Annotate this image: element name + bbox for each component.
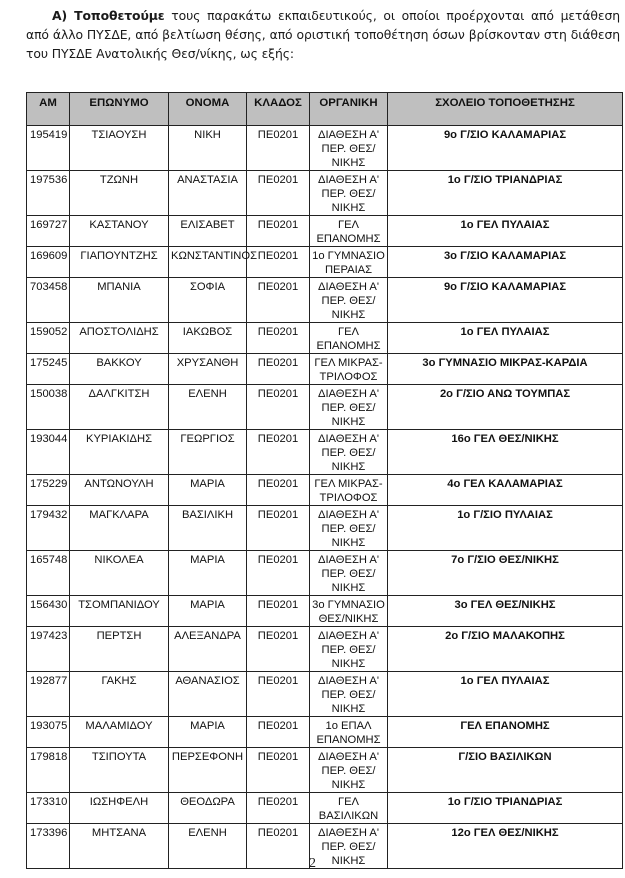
am-cell: 173396 [27, 824, 70, 869]
organic-cell: ΔΙΑΘΕΣΗ Α' ΠΕΡ. ΘΕΣ/ΝΙΚΗΣ [310, 171, 388, 216]
table-header-row [27, 93, 623, 126]
surname-cell: ΜΠΑΝΙΑ [70, 278, 169, 323]
name-cell: ΕΛΕΝΗ [169, 385, 247, 430]
surname-cell: ΜΑΛΑΜΙΔΟΥ [70, 717, 169, 748]
table-row [27, 672, 623, 717]
am-cell: 156430 [27, 596, 70, 627]
branch-cell: ΠΕ0201 [247, 672, 310, 717]
school-cell: 1ο Γ/ΣΙΟ ΤΡΙΑΝΔΡΙΑΣ [388, 793, 623, 824]
surname-cell: ΑΠΟΣΤΟΛΙΔΗΣ [70, 323, 169, 354]
intro-text: τους παρακάτω εκπαιδευτικούς, οι οποίοι προέρχονται από μετάθεση από άλλο ΠΥΣΔΕ, από βελτίωση θέσης, από οριστική τοποθέτηση όσων βρίσκονταν στη διάθεση του ΠΥΣΔΕ Ανατολικής Θεσ/νίκης, ως εξής: [26, 8, 620, 61]
name-cell: ΙΑΚΩΒΟΣ [169, 323, 247, 354]
page-number: 2 [309, 856, 316, 871]
school-cell: 4ο ΓΕΛ ΚΑΛΑΜΑΡΙΑΣ [388, 475, 623, 506]
name-cell: ΑΛΕΞΑΝΔΡΑ [169, 627, 247, 672]
header-am: ΑΜ [27, 93, 70, 126]
school-cell: 2ο Γ/ΣΙΟ ΜΑΛΑΚΟΠΗΣ [388, 627, 623, 672]
branch-cell: ΠΕ0201 [247, 171, 310, 216]
am-cell: 193044 [27, 430, 70, 475]
table-row [27, 793, 623, 824]
am-cell: 173310 [27, 793, 70, 824]
branch-cell: ΠΕ0201 [247, 793, 310, 824]
organic-cell: ΓΕΛ ΜΙΚΡΑΣ-ΤΡΙΛΟΦΟΣ [310, 354, 388, 385]
school-cell: 1ο ΓΕΛ ΠΥΛΑΙΑΣ [388, 323, 623, 354]
name-cell: ΠΕΡΣΕΦΟΝΗ [169, 748, 247, 793]
school-cell: 1ο ΓΕΛ ΠΥΛΑΙΑΣ [388, 216, 623, 247]
table-row [27, 627, 623, 672]
am-cell: 195419 [27, 126, 70, 171]
table-row [27, 475, 623, 506]
am-cell: 175245 [27, 354, 70, 385]
intro-bold-label: Α) Τοποθετούμε [52, 8, 165, 23]
organic-cell: ΔΙΑΘΕΣΗ Α' ΠΕΡ. ΘΕΣ/ΝΙΚΗΣ [310, 551, 388, 596]
surname-cell: ΔΑΛΓΚΙΤΣΗ [70, 385, 169, 430]
branch-cell: ΠΕ0201 [247, 385, 310, 430]
placements-table [26, 92, 623, 869]
name-cell: ΒΑΣΙΛΙΚΗ [169, 506, 247, 551]
header-name: ΟΝΟΜΑ [169, 93, 247, 126]
table-row [27, 551, 623, 596]
header-organic: ΟΡΓΑΝΙΚΗ [310, 93, 388, 126]
name-cell: ΕΛΙΣΑΒΕΤ [169, 216, 247, 247]
organic-cell: ΔΙΑΘΕΣΗ Α' ΠΕΡ. ΘΕΣ/ΝΙΚΗΣ [310, 278, 388, 323]
table-row [27, 126, 623, 171]
branch-cell: ΠΕ0201 [247, 430, 310, 475]
school-cell: 7ο Γ/ΣΙΟ ΘΕΣ/ΝΙΚΗΣ [388, 551, 623, 596]
am-cell: 179432 [27, 506, 70, 551]
name-cell: ΝΙΚΗ [169, 126, 247, 171]
am-cell: 197536 [27, 171, 70, 216]
am-cell: 159052 [27, 323, 70, 354]
organic-cell: ΔΙΑΘΕΣΗ Α' ΠΕΡ. ΘΕΣ/ΝΙΚΗΣ [310, 126, 388, 171]
school-cell: 3ο ΓΕΛ ΘΕΣ/ΝΙΚΗΣ [388, 596, 623, 627]
branch-cell: ΠΕ0201 [247, 748, 310, 793]
organic-cell: 3ο ΓΥΜΝΑΣΙΟ ΘΕΣ/ΝΙΚΗΣ [310, 596, 388, 627]
organic-cell: ΓΕΛ ΕΠΑΝΟΜΗΣ [310, 323, 388, 354]
school-cell: 16ο ΓΕΛ ΘΕΣ/ΝΙΚΗΣ [388, 430, 623, 475]
branch-cell: ΠΕ0201 [247, 824, 310, 869]
header-school: ΣΧΟΛΕΙΟ ΤΟΠΟΘΕΤΗΣΗΣ [388, 93, 623, 126]
surname-cell: ΝΙΚΟΛΕΑ [70, 551, 169, 596]
table-row [27, 748, 623, 793]
name-cell: ΜΑΡΙΑ [169, 717, 247, 748]
school-cell: ΓΕΛ ΕΠΑΝΟΜΗΣ [388, 717, 623, 748]
am-cell: 165748 [27, 551, 70, 596]
branch-cell: ΠΕ0201 [247, 247, 310, 278]
table-row [27, 247, 623, 278]
branch-cell: ΠΕ0201 [247, 126, 310, 171]
name-cell: ΓΕΩΡΓΙΟΣ [169, 430, 247, 475]
school-cell: 2ο Γ/ΣΙΟ ΑΝΩ ΤΟΥΜΠΑΣ [388, 385, 623, 430]
organic-cell: ΔΙΑΘΕΣΗ Α' ΠΕΡ. ΘΕΣ/ΝΙΚΗΣ [310, 430, 388, 475]
name-cell: ΜΑΡΙΑ [169, 551, 247, 596]
table-row [27, 323, 623, 354]
branch-cell: ΠΕ0201 [247, 323, 310, 354]
am-cell: 175229 [27, 475, 70, 506]
organic-cell: 1ο ΓΥΜΝΑΣΙΟ ΠΕΡΑΙΑΣ [310, 247, 388, 278]
table-row [27, 506, 623, 551]
table-row [27, 216, 623, 247]
table-row [27, 278, 623, 323]
surname-cell: ΤΣΙΑΟΥΣΗ [70, 126, 169, 171]
organic-cell: ΔΙΑΘΕΣΗ Α' ΠΕΡ. ΘΕΣ/ΝΙΚΗΣ [310, 385, 388, 430]
organic-cell: ΓΕΛ ΒΑΣΙΛΙΚΩΝ [310, 793, 388, 824]
am-cell: 192877 [27, 672, 70, 717]
name-cell: ΑΘΑΝΑΣΙΟΣ [169, 672, 247, 717]
name-cell: ΘΕΟΔΩΡΑ [169, 793, 247, 824]
branch-cell: ΠΕ0201 [247, 717, 310, 748]
name-cell: ΧΡΥΣΑΝΘΗ [169, 354, 247, 385]
branch-cell: ΠΕ0201 [247, 551, 310, 596]
surname-cell: ΜΑΓΚΛΑΡΑ [70, 506, 169, 551]
surname-cell: ΙΩΣΗΦΕΛΗ [70, 793, 169, 824]
am-cell: 179818 [27, 748, 70, 793]
school-cell: Γ/ΣΙΟ ΒΑΣΙΛΙΚΩΝ [388, 748, 623, 793]
organic-cell: ΔΙΑΘΕΣΗ Α' ΠΕΡ. ΘΕΣ/ΝΙΚΗΣ [310, 672, 388, 717]
name-cell: ΑΝΑΣΤΑΣΙΑ [169, 171, 247, 216]
am-cell: 193075 [27, 717, 70, 748]
am-cell: 150038 [27, 385, 70, 430]
table-row [27, 717, 623, 748]
table-row [27, 385, 623, 430]
organic-cell: 1ο ΕΠΑΛ ΕΠΑΝΟΜΗΣ [310, 717, 388, 748]
organic-cell: ΔΙΑΘΕΣΗ Α' ΠΕΡ. ΘΕΣ/ΝΙΚΗΣ [310, 748, 388, 793]
surname-cell: ΓΑΚΗΣ [70, 672, 169, 717]
table-row [27, 596, 623, 627]
name-cell: ΚΩΝΣΤΑΝΤΙΝΟΣ [169, 247, 247, 278]
surname-cell: ΒΑΚΚΟΥ [70, 354, 169, 385]
school-cell: 12ο ΓΕΛ ΘΕΣ/ΝΙΚΗΣ [388, 824, 623, 869]
surname-cell: ΠΕΡΤΣΗ [70, 627, 169, 672]
school-cell: 1ο ΓΕΛ ΠΥΛΑΙΑΣ [388, 672, 623, 717]
school-cell: 3ο Γ/ΣΙΟ ΚΑΛΑΜΑΡΙΑΣ [388, 247, 623, 278]
table-row [27, 430, 623, 475]
school-cell: 9ο Γ/ΣΙΟ ΚΑΛΑΜΑΡΙΑΣ [388, 278, 623, 323]
organic-cell: ΓΕΛ ΕΠΑΝΟΜΗΣ [310, 216, 388, 247]
am-cell: 197423 [27, 627, 70, 672]
organic-cell: ΔΙΑΘΕΣΗ Α' ΠΕΡ. ΘΕΣ/ΝΙΚΗΣ [310, 506, 388, 551]
organic-cell: ΔΙΑΘΕΣΗ Α' ΠΕΡ. ΘΕΣ/ΝΙΚΗΣ [310, 627, 388, 672]
branch-cell: ΠΕ0201 [247, 475, 310, 506]
surname-cell: ΚΥΡΙΑΚΙΔΗΣ [70, 430, 169, 475]
am-cell: 169609 [27, 247, 70, 278]
school-cell: 3ο ΓΥΜΝΑΣΙΟ ΜΙΚΡΑΣ-ΚΑΡΔΙΑ [388, 354, 623, 385]
surname-cell: ΤΣΙΠΟΥΤΑ [70, 748, 169, 793]
school-cell: 1ο Γ/ΣΙΟ ΤΡΙΑΝΔΡΙΑΣ [388, 171, 623, 216]
header-branch: ΚΛΑΔΟΣ [247, 93, 310, 126]
branch-cell: ΠΕ0201 [247, 278, 310, 323]
surname-cell: ΚΑΣΤΑΝΟΥ [70, 216, 169, 247]
table-row [27, 354, 623, 385]
am-cell: 169727 [27, 216, 70, 247]
surname-cell: ΜΗΤΣΑΝΑ [70, 824, 169, 869]
header-surname: ΕΠΩΝΥΜΟ [70, 93, 169, 126]
branch-cell: ΠΕ0201 [247, 506, 310, 551]
surname-cell: ΤΖΩΝΗ [70, 171, 169, 216]
surname-cell: ΓΙΑΠΟΥΝΤΖΗΣ [70, 247, 169, 278]
name-cell: ΜΑΡΙΑ [169, 475, 247, 506]
name-cell: ΜΑΡΙΑ [169, 596, 247, 627]
branch-cell: ΠΕ0201 [247, 596, 310, 627]
organic-cell: ΔΙΑΘΕΣΗ Α' ΠΕΡ. ΘΕΣ/ΝΙΚΗΣ [310, 824, 388, 869]
name-cell: ΣΟΦΙΑ [169, 278, 247, 323]
branch-cell: ΠΕ0201 [247, 354, 310, 385]
organic-cell: ΓΕΛ ΜΙΚΡΑΣ-ΤΡΙΛΟΦΟΣ [310, 475, 388, 506]
branch-cell: ΠΕ0201 [247, 627, 310, 672]
table-row [27, 171, 623, 216]
school-cell: 9ο Γ/ΣΙΟ ΚΑΛΑΜΑΡΙΑΣ [388, 126, 623, 171]
name-cell: ΕΛΕΝΗ [169, 824, 247, 869]
branch-cell: ΠΕ0201 [247, 216, 310, 247]
intro-paragraph [26, 6, 620, 63]
school-cell: 1ο Γ/ΣΙΟ ΠΥΛΑΙΑΣ [388, 506, 623, 551]
surname-cell: ΑΝΤΩΝΟΥΛΗ [70, 475, 169, 506]
surname-cell: ΤΣΟΜΠΑΝΙΔΟΥ [70, 596, 169, 627]
am-cell: 703458 [27, 278, 70, 323]
